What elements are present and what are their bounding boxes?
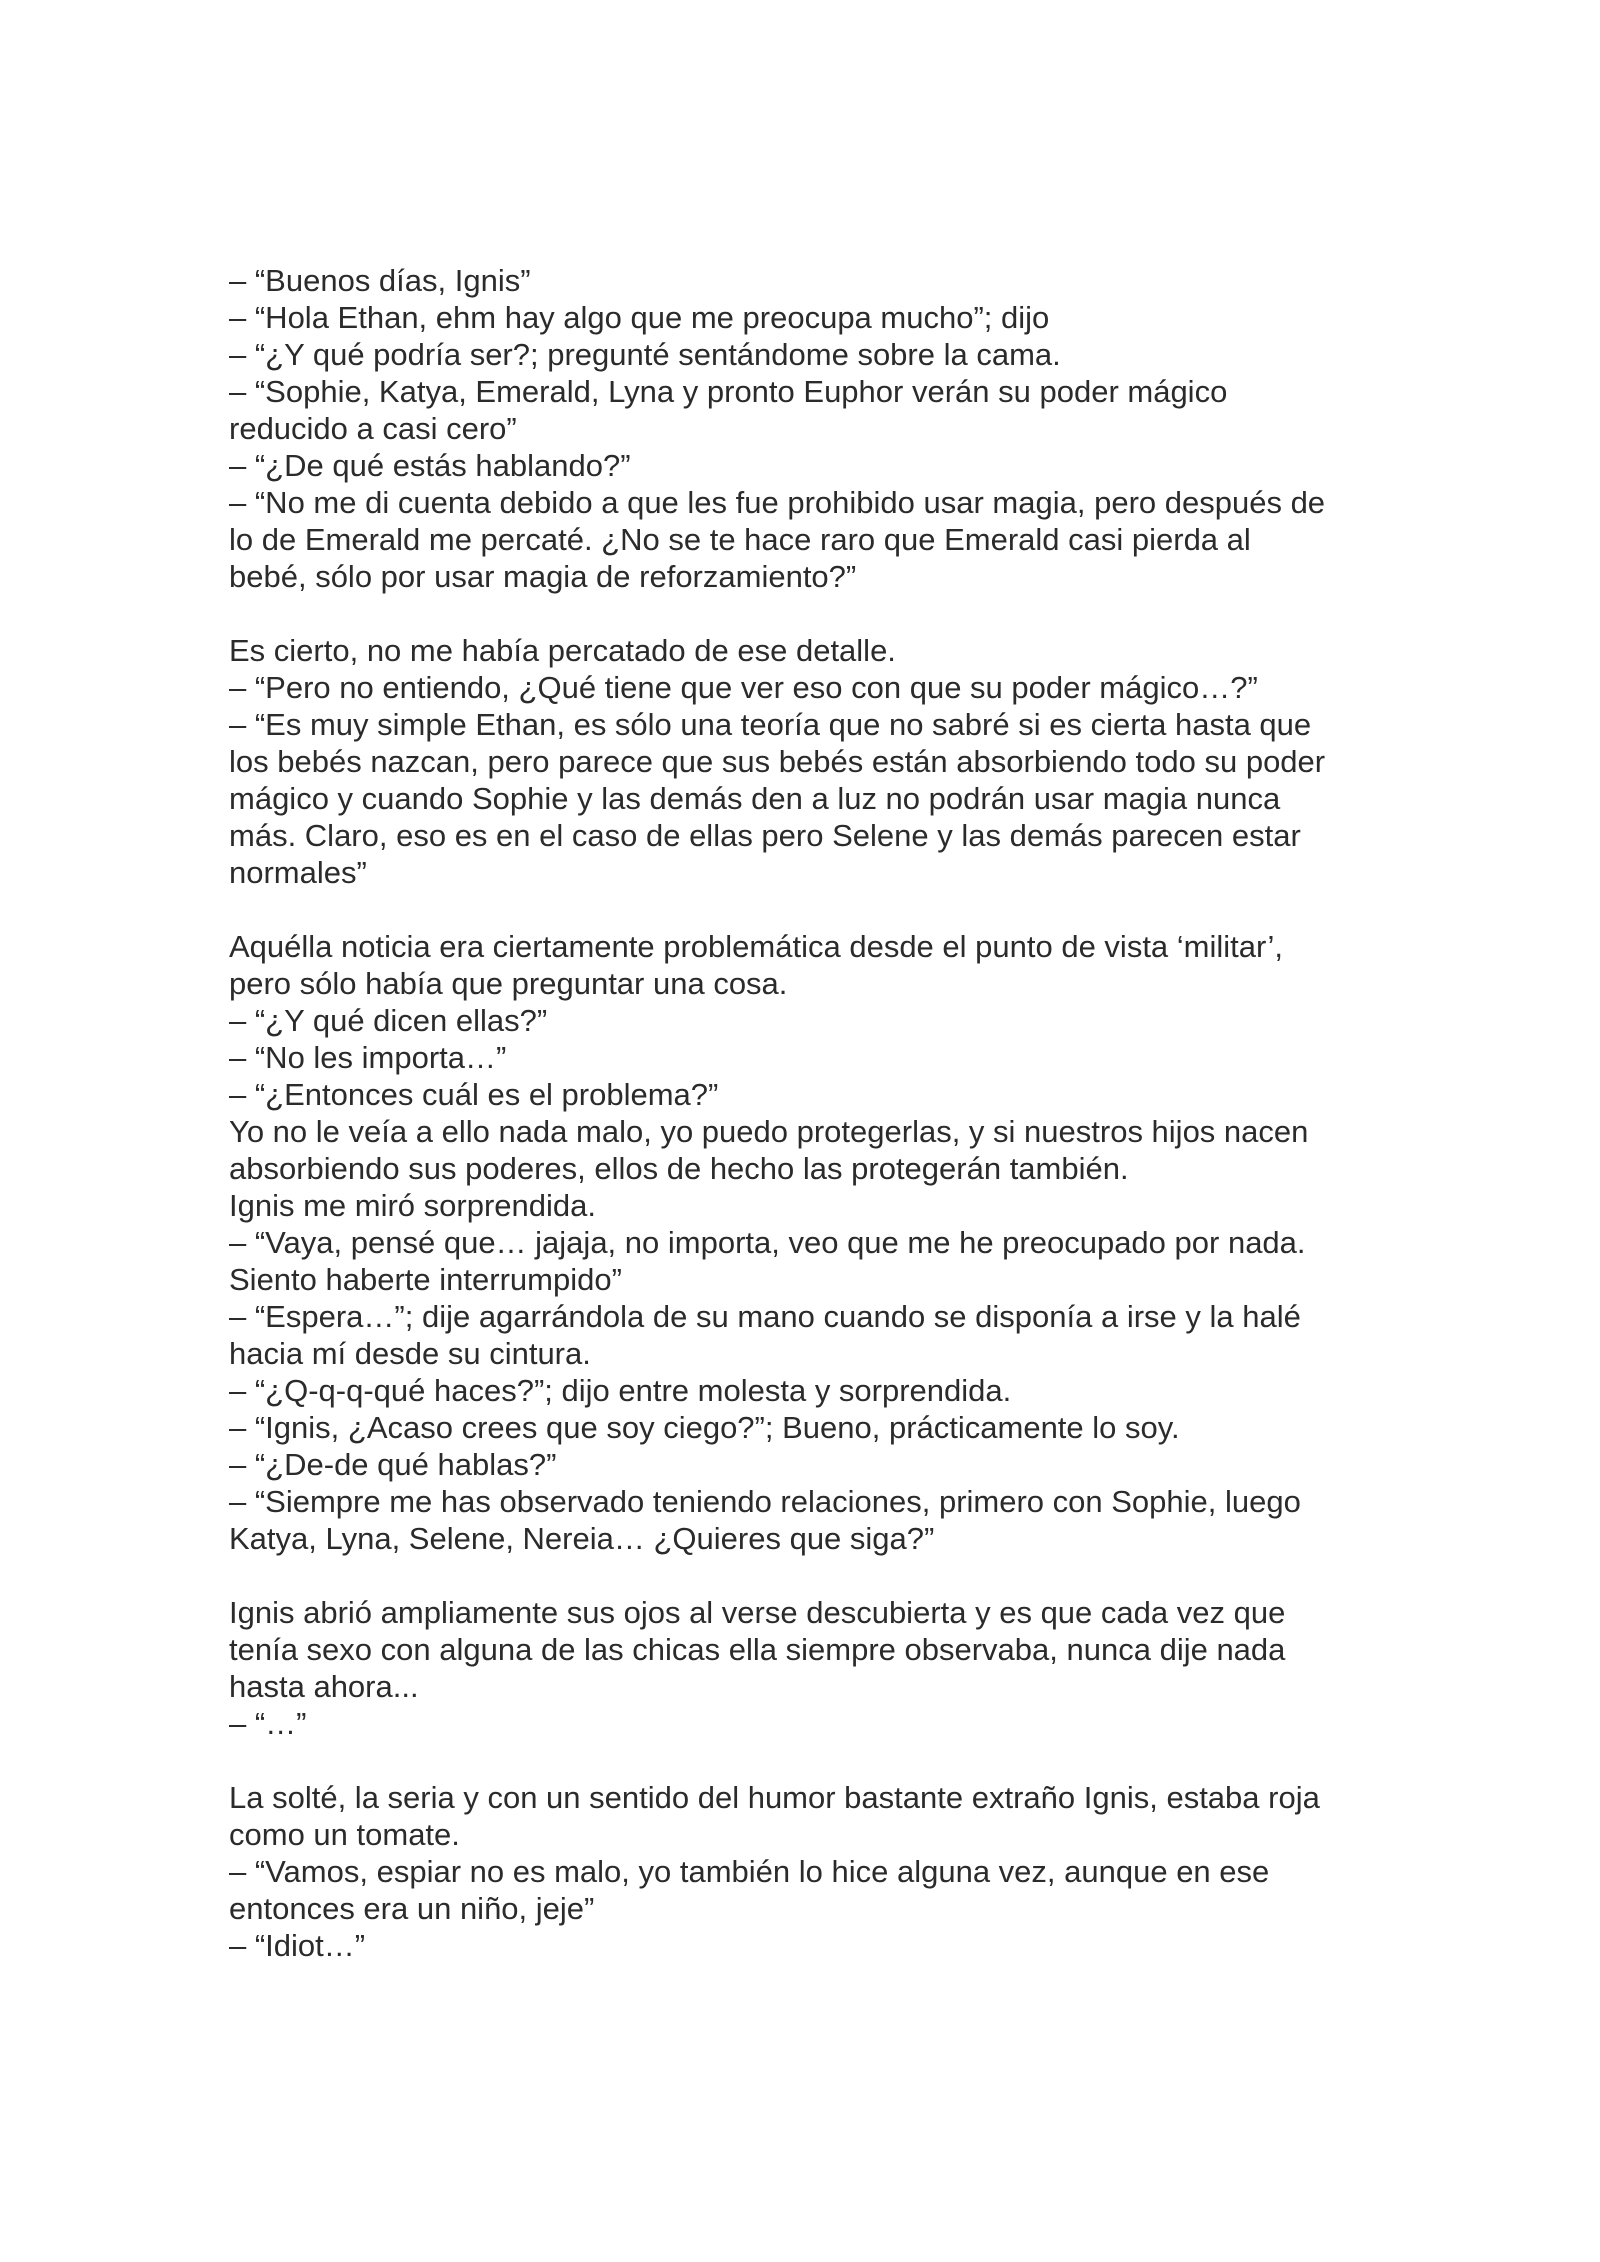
text-line: – “¿De qué estás hablando?” (229, 448, 631, 483)
text-line: – “No me di cuenta debido a que les fue prohibido usar magia, pero después de (229, 485, 1326, 520)
text-line: – “Pero no entiendo, ¿Qué tiene que ver eso con que su poder mágico…?” (229, 670, 1258, 705)
text-line: lo de Emerald me percaté. ¿No se te hace raro que Emerald casi pierda al (229, 522, 1251, 557)
text-line: – “Hola Ethan, ehm hay algo que me preocupa mucho”; dijo (229, 300, 1050, 335)
text-line: – “Siempre me has observado teniendo relaciones, primero con Sophie, luego (229, 1484, 1301, 1519)
text-line: hacia mí desde su cintura. (229, 1336, 591, 1371)
text-line: Katya, Lyna, Selene, Nereia… ¿Quieres que siga?” (229, 1521, 935, 1556)
paragraph (229, 1594, 1389, 1742)
paragraph (229, 262, 1389, 595)
text-line: mágico y cuando Sophie y las demás den a luz no podrán usar magia nunca (229, 781, 1281, 816)
text-line: – “¿Y qué dicen ellas?” (229, 1003, 548, 1038)
text-line: – “¿De-de qué hablas?” (229, 1447, 557, 1482)
text-line: – “Espera…”; dije agarrándola de su mano cuando se disponía a irse y la halé (229, 1299, 1301, 1334)
text-line: – “¿Q-q-q-qué haces?”; dijo entre molesta y sorprendida. (229, 1373, 1012, 1408)
text-line: – “¿Entonces cuál es el problema?” (229, 1077, 719, 1112)
text-line: – “Vamos, espiar no es malo, yo también lo hice alguna vez, aunque en ese (229, 1854, 1270, 1889)
text-line: – “Sophie, Katya, Emerald, Lyna y pronto Euphor verán su poder mágico (229, 374, 1228, 409)
paragraph (229, 928, 1389, 1557)
text-line: Yo no le veía a ello nada malo, yo puedo protegerlas, y si nuestros hijos nacen (229, 1114, 1309, 1149)
paragraph (229, 632, 1389, 891)
text-line: – “Buenos días, Ignis” (229, 263, 531, 298)
text-line: entonces era un niño, jeje” (229, 1891, 595, 1926)
text-line: reducido a casi cero” (229, 411, 517, 446)
text-line: hasta ahora... (229, 1669, 419, 1704)
text-line: normales” (229, 855, 367, 890)
text-line: tenía sexo con alguna de las chicas ella siempre observaba, nunca dije nada (229, 1632, 1286, 1667)
document-page (229, 262, 1389, 2001)
text-line: los bebés nazcan, pero parece que sus bebés están absorbiendo todo su poder (229, 744, 1326, 779)
text-line: absorbiendo sus poderes, ellos de hecho las protegerán también. (229, 1151, 1129, 1186)
text-line: La solté, la seria y con un sentido del humor bastante extraño Ignis, estaba roja (229, 1780, 1320, 1815)
paragraph (229, 1779, 1389, 1964)
text-line: como un tomate. (229, 1817, 460, 1852)
text-line: – “Idiot…” (229, 1928, 366, 1963)
text-line: – “Es muy simple Ethan, es sólo una teoría que no sabré si es cierta hasta que (229, 707, 1312, 742)
text-line: – “…” (229, 1706, 307, 1741)
text-line: – “No les importa…” (229, 1040, 507, 1075)
text-line: Ignis abrió ampliamente sus ojos al verse descubierta y es que cada vez que (229, 1595, 1286, 1630)
text-line: Aquélla noticia era ciertamente problemática desde el punto de vista ‘militar’, (229, 929, 1283, 964)
text-line: más. Claro, eso es en el caso de ellas pero Selene y las demás parecen estar (229, 818, 1301, 853)
text-line: bebé, sólo por usar magia de reforzamiento?” (229, 559, 857, 594)
text-line: Ignis me miró sorprendida. (229, 1188, 596, 1223)
text-line: Siento haberte interrumpido” (229, 1262, 622, 1297)
text-line: Es cierto, no me había percatado de ese detalle. (229, 633, 896, 668)
text-line: – “Ignis, ¿Acaso crees que soy ciego?”; Bueno, prácticamente lo soy. (229, 1410, 1180, 1445)
text-line: pero sólo había que preguntar una cosa. (229, 966, 788, 1001)
text-line: – “¿Y qué podría ser?; pregunté sentándome sobre la cama. (229, 337, 1061, 372)
text-line: – “Vaya, pensé que… jajaja, no importa, veo que me he preocupado por nada. (229, 1225, 1306, 1260)
